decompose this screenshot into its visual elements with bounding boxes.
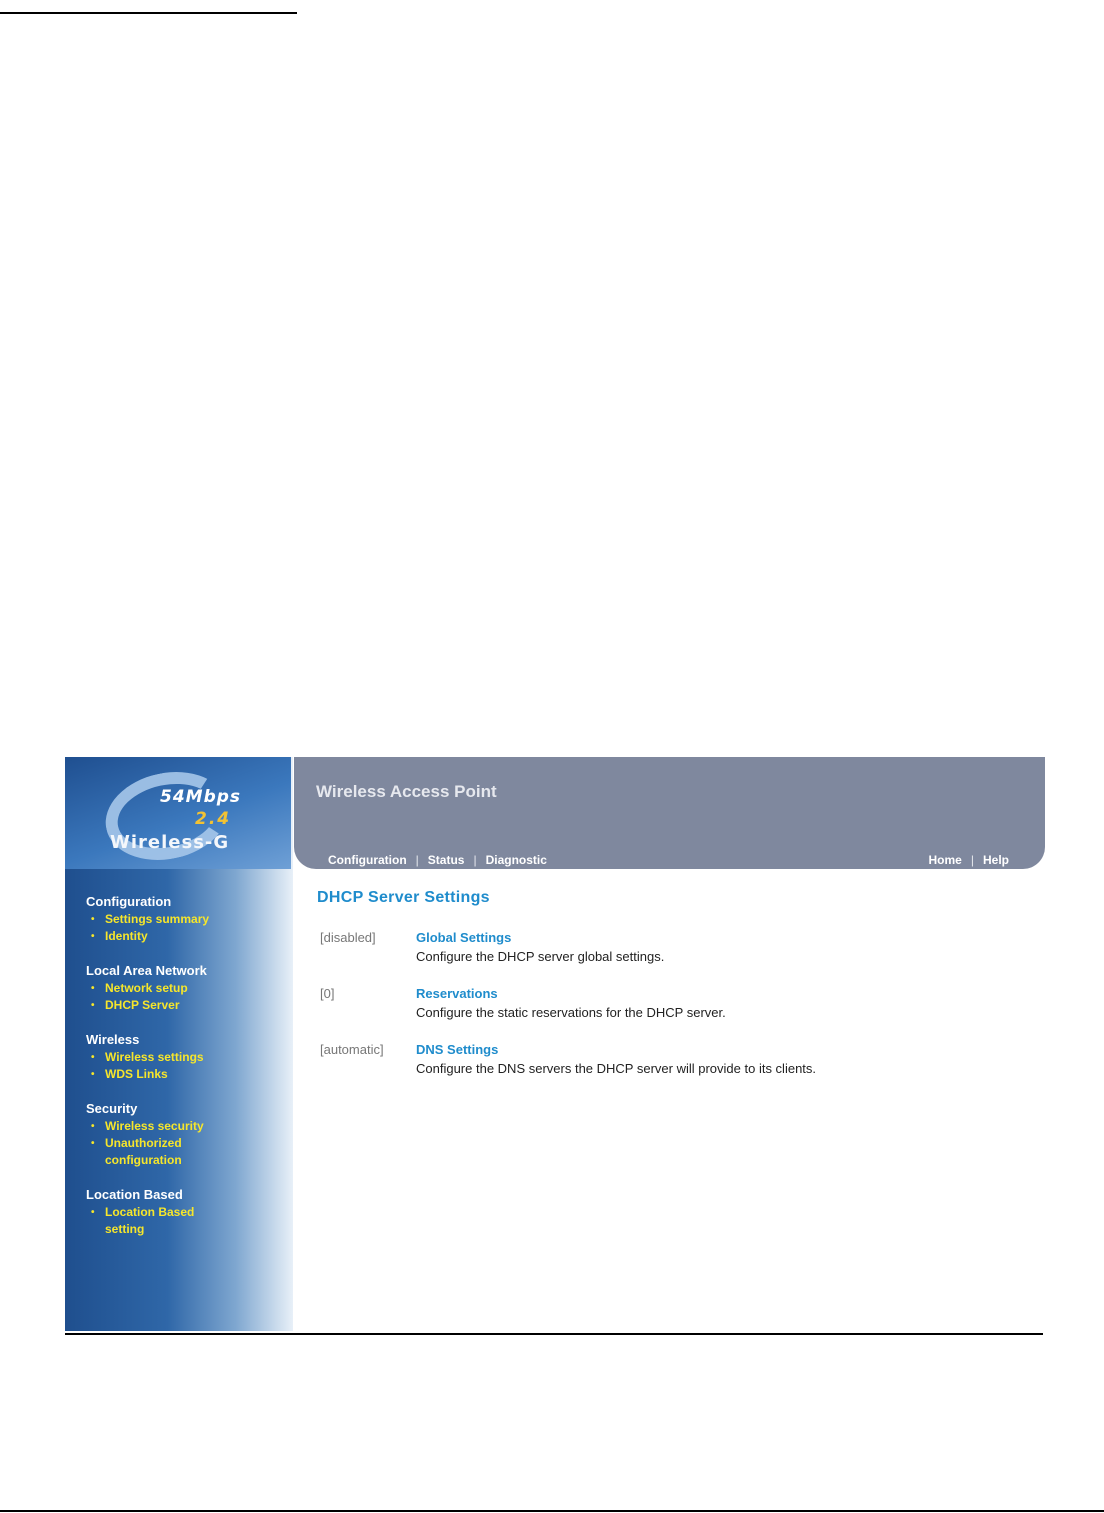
- router-admin-screenshot: [65, 757, 1045, 1335]
- nav-heading: Location Based: [86, 1187, 183, 1202]
- logo: [65, 757, 291, 869]
- header: [294, 757, 1045, 869]
- reservations-link[interactable]: Reservations: [416, 986, 498, 1001]
- header-title: Wireless Access Point: [316, 782, 497, 801]
- nav-section-wireless: [86, 1031, 286, 1083]
- nav-home[interactable]: Home: [928, 853, 962, 867]
- screenshot-bottom-rule: [65, 1333, 1043, 1335]
- sidebar-item-label: configuration: [105, 1153, 182, 1167]
- nav-heading: Configuration: [86, 894, 172, 909]
- setting-reservations: [317, 986, 1017, 1042]
- sidebar-item-label: Unauthorized: [105, 1136, 182, 1150]
- nav-heading: Security: [86, 1101, 138, 1116]
- nav-separator: |: [970, 853, 974, 867]
- sidebar-item-label: Network setup: [105, 981, 188, 995]
- sidebar-item-wireless-settings[interactable]: [86, 1049, 286, 1066]
- nav-section-lan: [86, 962, 286, 1014]
- bullet-icon: •: [91, 1052, 95, 1063]
- sidebar-item-dhcp-server[interactable]: [86, 997, 286, 1014]
- nav-heading: Local Area Network: [86, 963, 207, 978]
- sidebar-item-wireless-security[interactable]: [86, 1118, 286, 1135]
- nav-separator: |: [473, 853, 477, 867]
- sidebar: [65, 757, 293, 1331]
- nav-help[interactable]: Help: [982, 853, 1009, 867]
- sidebar-item-label: Wireless security: [105, 1119, 204, 1133]
- page-title: DHCP Server Settings: [317, 889, 490, 906]
- nav-heading: Wireless: [86, 1032, 140, 1047]
- global-settings-link[interactable]: Global Settings: [416, 930, 512, 945]
- status-badge: [0]: [320, 986, 335, 1001]
- sidebar-item-network-setup[interactable]: [86, 980, 286, 997]
- sidebar-nav: [86, 893, 286, 1255]
- status-badge: [automatic]: [320, 1042, 384, 1057]
- sidebar-item-label: Settings summary: [105, 912, 210, 926]
- main-content: [317, 889, 1017, 1098]
- bullet-icon: •: [91, 1138, 95, 1149]
- bottom-rule: [0, 1510, 1104, 1512]
- bullet-icon: •: [91, 1121, 95, 1132]
- nav-section-location-based: [86, 1186, 286, 1238]
- sidebar-item-settings-summary[interactable]: [86, 911, 286, 928]
- setting-description: Configure the DNS servers the DHCP server will provide to its clients.: [416, 1061, 817, 1076]
- nav-diagnostic[interactable]: Diagnostic: [485, 853, 547, 867]
- sidebar-item-label: Location Based: [105, 1205, 195, 1219]
- bullet-icon: •: [91, 1207, 95, 1218]
- header-nav: [328, 853, 547, 867]
- sidebar-item-location-based-setting[interactable]: [86, 1204, 286, 1238]
- sidebar-item-unauthorized-configuration[interactable]: [86, 1135, 286, 1169]
- setting-description: Configure the DHCP server global settings.: [416, 949, 665, 964]
- sidebar-item-label: setting: [105, 1222, 145, 1236]
- nav-status[interactable]: Status: [427, 853, 465, 867]
- setting-global: [317, 930, 1017, 986]
- bullet-icon: •: [91, 983, 95, 994]
- sidebar-item-label: Identity: [105, 929, 148, 943]
- nav-section-security: [86, 1100, 286, 1169]
- nav-section-configuration: [86, 893, 286, 945]
- sidebar-item-wds-links[interactable]: [86, 1066, 286, 1083]
- bullet-icon: •: [91, 914, 95, 925]
- logo-name: Wireless-G: [110, 832, 230, 853]
- top-rule: [0, 12, 297, 14]
- bullet-icon: •: [91, 1000, 95, 1011]
- bullet-icon: •: [91, 1069, 95, 1080]
- bullet-icon: •: [91, 931, 95, 942]
- dns-settings-link[interactable]: DNS Settings: [416, 1042, 499, 1057]
- sidebar-item-identity[interactable]: [86, 928, 286, 945]
- nav-configuration[interactable]: Configuration: [328, 853, 407, 867]
- setting-description: Configure the static reservations for the DHCP server.: [416, 1005, 726, 1020]
- nav-separator: |: [415, 853, 419, 867]
- logo-band: 2.4: [195, 809, 232, 829]
- sidebar-item-label: Wireless settings: [105, 1050, 204, 1064]
- sidebar-item-label: WDS Links: [105, 1067, 168, 1081]
- header-right-nav: [929, 853, 1009, 867]
- sidebar-item-label: DHCP Server: [105, 998, 180, 1012]
- logo-speed: 54Mbps: [160, 787, 242, 807]
- status-badge: [disabled]: [320, 930, 376, 945]
- setting-dns: [317, 1042, 1017, 1098]
